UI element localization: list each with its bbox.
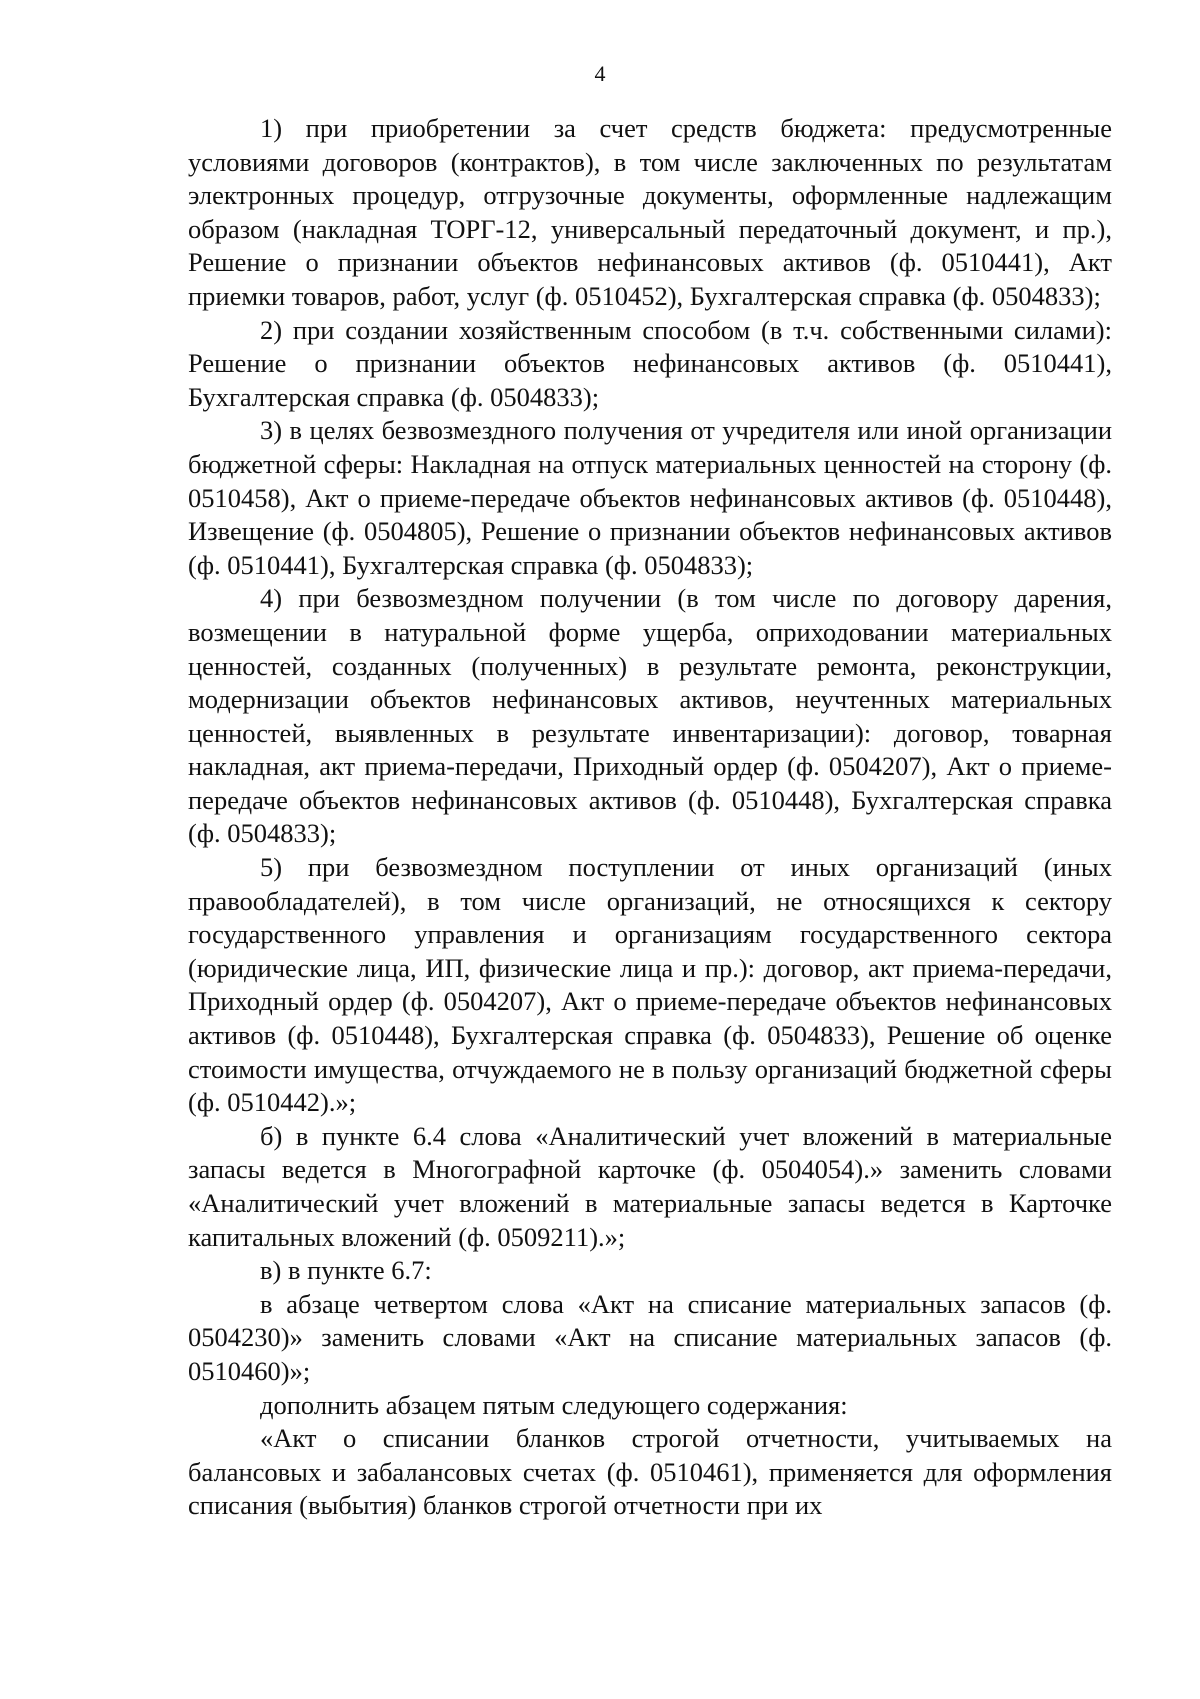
paragraph-add-abzac-5: дополнить абзацем пятым следующего содержания: xyxy=(260,1389,848,1420)
document-body xyxy=(188,112,1112,1523)
paragraph-amendment-b: б) в пункте 6.4 слова «Аналитический учет вложений в материальные запасы ведется в Многографной карточке (ф. 0504054).» заменить словами «Аналитический учет вложений в материальные запасы ведется в Карточке капитальных вложений (ф. 0509211).»; xyxy=(188,1120,1112,1252)
page-number: 4 xyxy=(594,61,606,86)
paragraph-amendment-v: в) в пункте 6.7: xyxy=(260,1255,432,1286)
paragraph-item-5: 5) при безвозмездном поступлении от иных организаций (иных правообладателей), в том числе организаций, не относящихся к сектору государственного управления и организациям государственного сектора (юридические лица, ИП, физические лица и пр.): договор, акт приема-передачи, Приходный ордер (ф. 0504207), Акт о приеме-передаче объектов нефинансовых активов (ф. 0510448), Бухгалтерская справка (ф. 0504833), Решение об оценке стоимости имущества, отчуждаемого не в пользу организаций бюджетной сферы (ф. 0510442).»; xyxy=(188,852,1112,1118)
paragraph-item-1: 1) при приобретении за счет средств бюджета: предусмотренные условиями договоров (контрактов), в том числе заключенных по результатам электронных процедур, отгрузочные документы, оформленные надлежащим образом (накладная ТОРГ-12, универсальный передаточный документ, и пр.), Решение о признании объектов нефинансовых активов (ф. 0510441), Акт приемки товаров, работ, услуг (ф. 0510452), Бухгалтерская справка (ф. 0504833); xyxy=(188,113,1112,311)
paragraph-item-3: 3) в целях безвозмездного получения от учредителя или иной организации бюджетной сферы: Накладная на отпуск материальных ценностей на сторону (ф. 0510458), Акт о приеме-передаче объектов нефинансовых активов (ф. 0510448), Извещение (ф. 0504805), Решение о признании объектов нефинансовых активов (ф. 0510441), Бухгалтерская справка (ф. 0504833); xyxy=(188,415,1112,580)
paragraph-abzac-4: в абзаце четвертом слова «Акт на списание материальных запасов (ф. 0504230)» заменить словами «Акт на списание материальных запасов (ф. 0510460)»; xyxy=(188,1288,1112,1386)
paragraph-item-2: 2) при создании хозяйственным способом (в т.ч. собственными силами): Решение о признании объектов нефинансовых активов (ф. 0510441), Бухгалтерская справка (ф. 0504833); xyxy=(188,314,1112,412)
paragraph-quote-akt: «Акт о списании бланков строгой отчетности, учитываемых на балансовых и забалансовых счетах (ф. 0510461), применяется для оформления списания (выбытия) бланков строгой отчетности при их xyxy=(188,1423,1112,1521)
paragraph-item-4: 4) при безвозмездном получении (в том числе по договору дарения, возмещении в натуральной форме ущерба, оприходовании материальных ценностей, созданных (полученных) в результате ремонта, реконструкции, модернизации объектов нефинансовых активов, неучтенных материальных ценностей, выявленных в результате инвентаризации): договор, товарная накладная, акт приема-передачи, Приходный ордер (ф. 0504207), Акт о приеме-передаче объектов нефинансовых активов (ф. 0510448), Бухгалтерская справка (ф. 0504833); xyxy=(188,583,1112,849)
